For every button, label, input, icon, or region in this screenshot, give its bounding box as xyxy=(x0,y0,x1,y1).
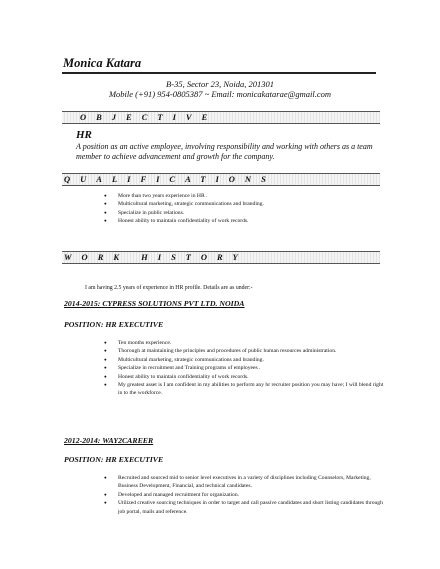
job-1-company: 2014-2015: CYPRESS SOLUTIONS PVT LTD. NOIDA xyxy=(64,299,245,308)
objective-heading-band xyxy=(62,111,380,124)
work-history-heading-band xyxy=(62,251,380,264)
list-item: ● My greatest asset is I am confident in my abilities to perform any hr recruiter position you may have; I will blend right in to the workforce. xyxy=(104,381,386,398)
contact-mobile-email: Mobile (+91) 954-0805387 ~ Email: monicakatarae@gmail.com xyxy=(108,89,332,99)
list-item: ● Multicultural marketing, strategic communications and branding. xyxy=(104,200,384,208)
job-1-duties xyxy=(104,339,386,398)
job-2-position: POSITION: HR EXECUTIVE xyxy=(64,455,164,464)
job-2-company: 2012-2014: WAY2CAREER xyxy=(64,436,154,445)
list-item: ● Honest ability to maintain confidentiality of work records. xyxy=(104,217,384,225)
list-item: ● Thorough at maintaining the principles and procedures of public human resources administration. xyxy=(104,347,386,355)
objective-heading: OBJECTIVE xyxy=(80,112,218,122)
list-item: ● More than two years experience in HR . xyxy=(104,192,384,200)
objective-title: HR xyxy=(76,129,92,141)
work-history-intro: I am having 2.5 years of experience in HR profile. Details are as under:- xyxy=(85,285,253,291)
list-item: ● Specialize in public relations. xyxy=(104,209,384,217)
job-2-duties xyxy=(104,474,386,516)
list-item: ● Multicultural marketing, strategic communications and branding. xyxy=(104,356,386,364)
qualifications-heading: QUALIFICATIONS xyxy=(64,174,276,184)
list-item: ● Utilized creative sourcing techniques in order to target and call passive candidates and short listing candidates through job portal, mails and reference. xyxy=(104,499,386,516)
qualifications-heading-band xyxy=(62,173,380,186)
name-divider xyxy=(62,72,376,74)
objective-text: A position as an active employee, involving responsibility and working with others as a team member to achieve advancement and growth for the company. xyxy=(76,142,373,161)
candidate-name: Monica Katara xyxy=(63,56,142,70)
work-history-heading: WORK HISTORY xyxy=(64,252,248,262)
list-item: ● Specialize in recruitment and Training programs of employees . xyxy=(104,364,386,372)
qualifications-list xyxy=(104,192,384,226)
list-item: ● Honest ability to maintain confidentiality of work records. xyxy=(104,373,386,381)
list-item: ● Developed and managed recruitment for organization. xyxy=(104,491,386,499)
job-1-position: POSITION: HR EXECUTIVE xyxy=(64,320,164,329)
list-item: ● Ten months experience. xyxy=(104,339,386,347)
list-item: ● Recruited and sourced mid to senior level executives in a variety of disciplines including Counselors, Marketing, Business Development, Financial, and technical candidates. xyxy=(104,474,386,491)
contact-address: B-35, Sector 23, Noida, 201301 xyxy=(166,79,274,89)
